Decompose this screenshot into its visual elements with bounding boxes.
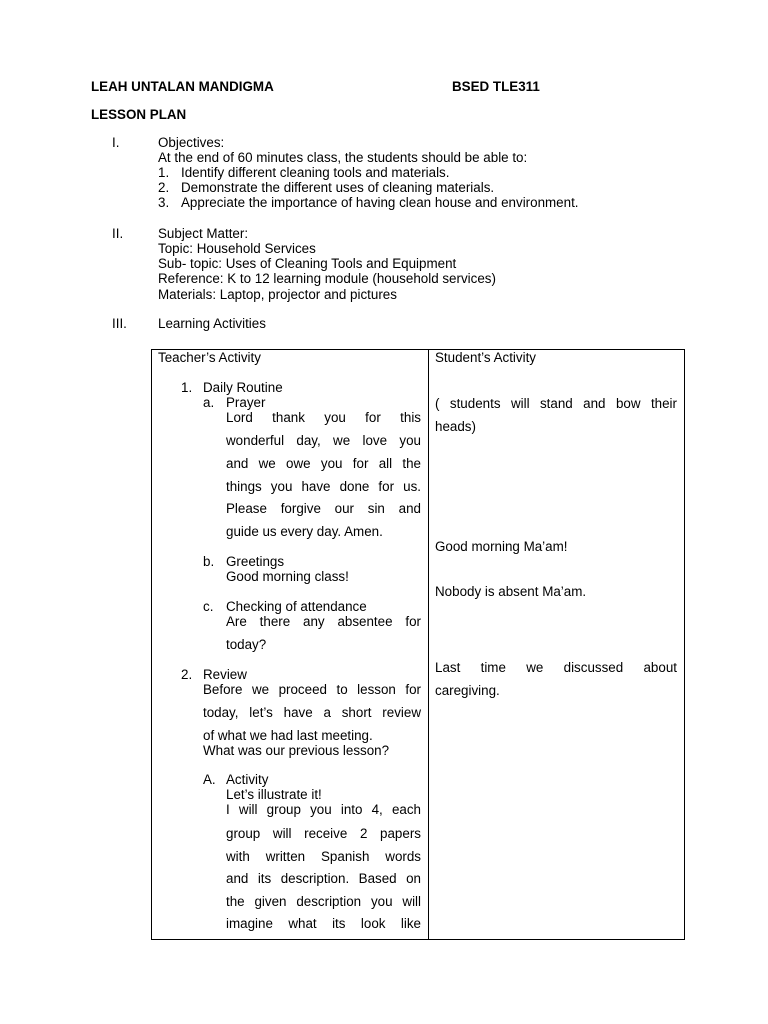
objective-number: 3. [158,195,170,210]
prayer-line: things you have done for us. [226,479,421,494]
activity-line: group will receive 2 papers [226,826,421,841]
subject-matter-heading: Subject Matter: [158,226,249,241]
prayer-label: Prayer [226,395,266,410]
prayer-line: Lord thank you for this [226,410,421,425]
student-greeting: Good morning Ma’am! [435,539,568,554]
greetings-label: Greetings [226,554,285,569]
review-line: What was our previous lesson? [203,743,390,758]
review-line: of what we had last meeting. [203,728,373,743]
prayer-line: guide us every day. Amen. [226,524,383,539]
table-column-divider [428,349,429,940]
review-line: today, let’s have a short review [203,705,421,720]
review-line: Before we proceed to lesson for [203,682,421,697]
attendance-label: Checking of attendance [226,599,367,614]
activity-intro: Let’s illustrate it! [226,787,322,802]
activity-line: with written Spanish words [226,849,421,864]
subject-matter-numeral: II. [112,226,124,241]
subject-topic: Topic: Household Services [158,241,316,256]
author-name: LEAH UNTALAN MANDIGMA [91,79,274,94]
activity-label: Activity [226,772,269,787]
activity-line: and its description. Based on [226,871,421,886]
activity-line: the given description you will [226,894,421,909]
prayer-letter: a. [203,395,215,410]
subject-subtopic: Sub- topic: Uses of Cleaning Tools and Equipment [158,256,457,271]
objective-number: 1. [158,165,170,180]
student-prayer-line: ( students will stand and bow their [435,396,677,411]
teacher-activity-header: Teacher’s Activity [158,350,261,365]
daily-routine-number: 1. [181,380,193,395]
learning-activities-numeral: III. [112,316,127,331]
learning-activities-heading: Learning Activities [158,316,266,331]
course-code: BSED TLE311 [452,79,540,94]
prayer-line: Please forgive our sin and [226,501,421,516]
activity-line: imagine what its look like [226,916,421,931]
objective-number: 2. [158,180,170,195]
attendance-line: today? [226,637,267,652]
attendance-letter: c. [203,599,214,614]
subject-materials: Materials: Laptop, projector and pictures [158,287,397,302]
activity-letter: A. [203,772,216,787]
prayer-line: wonderful day, we love you [226,433,421,448]
objective-item: Appreciate the importance of having clean house and environment. [181,195,579,210]
objective-item: Identify different cleaning tools and materials. [181,165,450,180]
attendance-line: Are there any absentee for [226,614,421,629]
objectives-heading: Objectives: [158,135,225,150]
review-number: 2. [181,667,193,682]
daily-routine-label: Daily Routine [203,380,283,395]
subject-reference: Reference: K to 12 learning module (household services) [158,271,496,286]
student-review-line: Last time we discussed about [435,660,677,675]
prayer-line: and we owe you for all the [226,456,421,471]
student-attendance: Nobody is absent Ma’am. [435,584,587,599]
activity-line: I will group you into 4, each [226,802,421,817]
greetings-text: Good morning class! [226,569,349,584]
objectives-numeral: I. [112,135,120,150]
objectives-intro: At the end of 60 minutes class, the students should be able to: [158,150,528,165]
review-label: Review [203,667,247,682]
greetings-letter: b. [203,554,215,569]
student-review-line: caregiving. [435,683,500,698]
document-title: LESSON PLAN [91,107,187,122]
objective-item: Demonstrate the different uses of cleaning materials. [181,180,495,195]
student-prayer-line: heads) [435,419,476,434]
student-activity-header: Student’s Activity [435,350,536,365]
